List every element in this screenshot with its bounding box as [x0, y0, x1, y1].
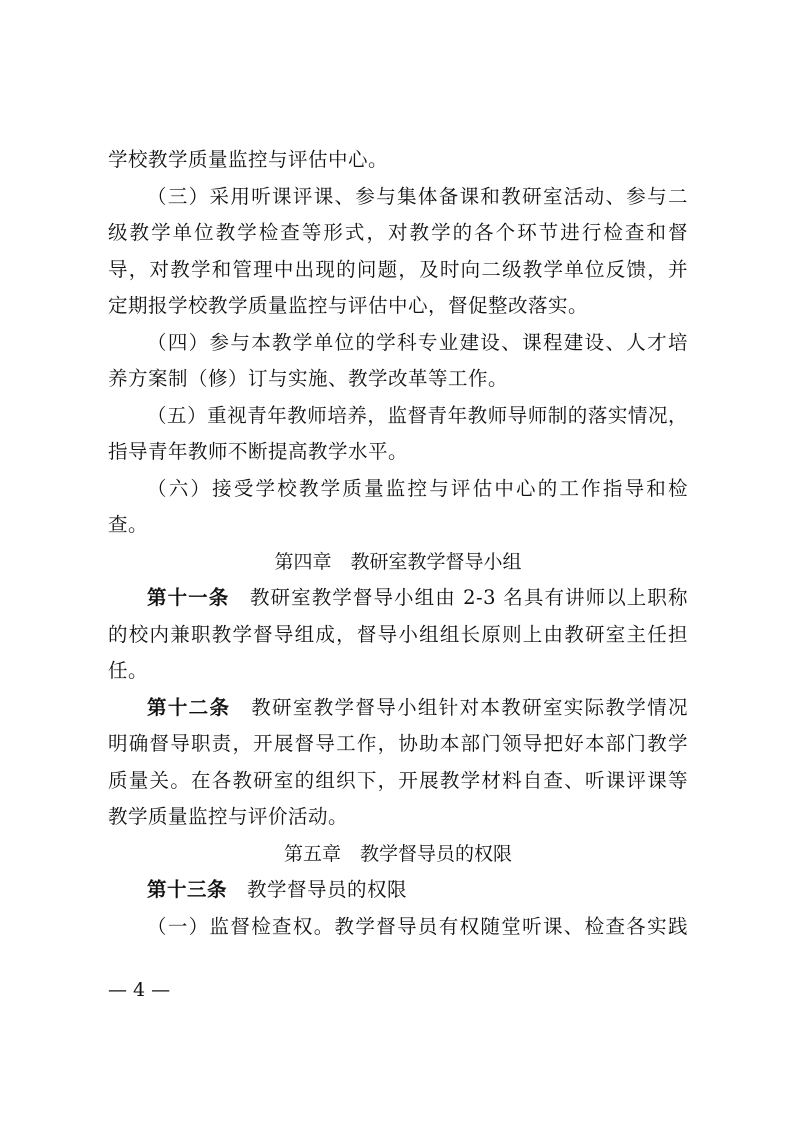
document-body: [108, 142, 688, 945]
paragraph-line: （一）监督检查权。教学督导员有权随堂听课、检查各实践: [147, 914, 688, 938]
paragraph-line: 级教学单位教学检查等形式，对教学的各个环节进行检查和督: [108, 221, 688, 244]
paragraph-line: （四）参与本教学单位的学科专业建设、课程建设、人才培: [147, 330, 688, 354]
article-line: [108, 872, 688, 909]
article-text: 教研室教学督导小组针对本教研室实际教学情况: [230, 695, 688, 719]
paragraph-line: 养方案制（修）订与实施、教学改革等工作。: [108, 367, 509, 390]
paragraph-line: （三）采用听课评课、参与集体备课和教研室活动、参与二: [147, 184, 688, 208]
article-number: 第十二条: [147, 695, 231, 719]
paragraph-line: （五）重视青年教师培养，监督青年教师导师制的落实情况，: [147, 403, 688, 427]
article-line: 的校内兼职教学督导组成，督导小组组长原则上由教研室主任担: [108, 622, 688, 646]
paragraph-line: 指导青年教师不断提高教学水平。: [108, 440, 409, 463]
article-line: 明确督导职责，开展督导工作，协助本部门领导把好本部门教学: [108, 732, 688, 755]
page-number: — 4 —: [108, 979, 171, 1001]
paragraph-line: （六）接受学校教学质量监控与评估中心的工作指导和检: [147, 476, 688, 500]
paragraph-line: 查。: [108, 513, 149, 536]
chapter-heading: 第五章 教学督导员的权限: [283, 842, 512, 865]
article-number: 第十三条: [147, 878, 228, 901]
article-line: 任。: [108, 659, 149, 682]
article-line: 教学质量监控与评价活动。: [108, 805, 349, 828]
article-line: [108, 690, 688, 727]
article-text: 教研室教学督导小组由 2-3 名具有讲师以上职称: [229, 586, 688, 609]
article-line: [108, 580, 688, 617]
paragraph-line: 定期报学校教学质量监控与评估中心，督促整改落实。: [108, 294, 589, 317]
article-line: 质量关。在各教研室的组织下，开展教学材料自查、听课评课等: [108, 768, 688, 792]
paragraph-line: 导，对教学和管理中出现的问题，及时向二级教学单位反馈，并: [108, 257, 688, 281]
article-text: 教学督导员的权限: [227, 878, 408, 901]
paragraph-line: 学校教学质量监控与评估中心。: [108, 148, 389, 171]
article-number: 第十一条: [147, 586, 230, 609]
chapter-heading: 第四章 教研室教学督导小组: [274, 550, 522, 573]
